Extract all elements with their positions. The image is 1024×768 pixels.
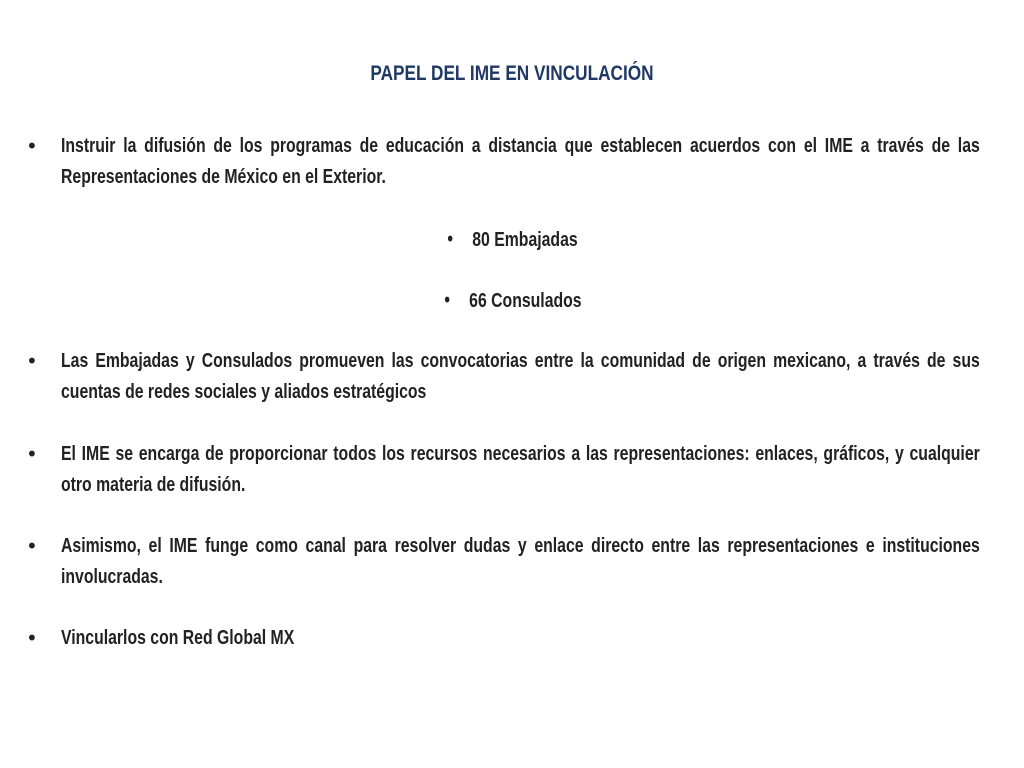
sub-item-embajadas xyxy=(0,224,1024,256)
bullet-dot: • xyxy=(26,442,38,466)
bullet-item-instruir xyxy=(61,131,1024,193)
bullet-item-text: El IME se encarga de proporcionar todos los recursos necesarios a las representaciones: enlaces, gráficos, y cualquier otro materia de difusión. xyxy=(61,443,980,496)
bullet-dot: • xyxy=(445,227,456,251)
bullet-item-recursos xyxy=(61,439,1024,501)
bullet-item-text: Las Embajadas y Consulados promueven las convocatorias entre la comunidad de origen mexicano, a través de sus cuentas de redes sociales y aliados estratégicos xyxy=(61,350,980,403)
bullet-dot: • xyxy=(26,134,38,158)
bullet-item-text: Instruir la difusión de los programas de educación a distancia que establecen acuerdos con el IME a través de las Representaciones de México en el Exterior. xyxy=(61,135,980,188)
slide-title: PAPEL DEL IME EN VINCULACIÓN xyxy=(370,62,654,85)
sub-item-text: 66 Consulados xyxy=(469,290,582,312)
bullet-item-asimismo xyxy=(61,531,1024,593)
bullet-item-red-global xyxy=(61,623,1024,654)
bullet-dot: • xyxy=(26,626,38,650)
bullet-item-embajadas-consulados xyxy=(61,346,1024,408)
bullet-dot: • xyxy=(442,288,452,312)
bullet-dot: • xyxy=(26,534,38,558)
bullet-dot: • xyxy=(26,349,38,373)
bullet-item-text: Vincularlos con Red Global MX xyxy=(61,627,295,649)
sub-item-consulados xyxy=(0,285,1024,317)
sub-item-text: 80 Embajadas xyxy=(472,229,579,251)
bullet-item-text: Asimismo, el IME funge como canal para resolver dudas y enlace directo entre las representaciones e instituciones involucradas. xyxy=(61,535,980,588)
